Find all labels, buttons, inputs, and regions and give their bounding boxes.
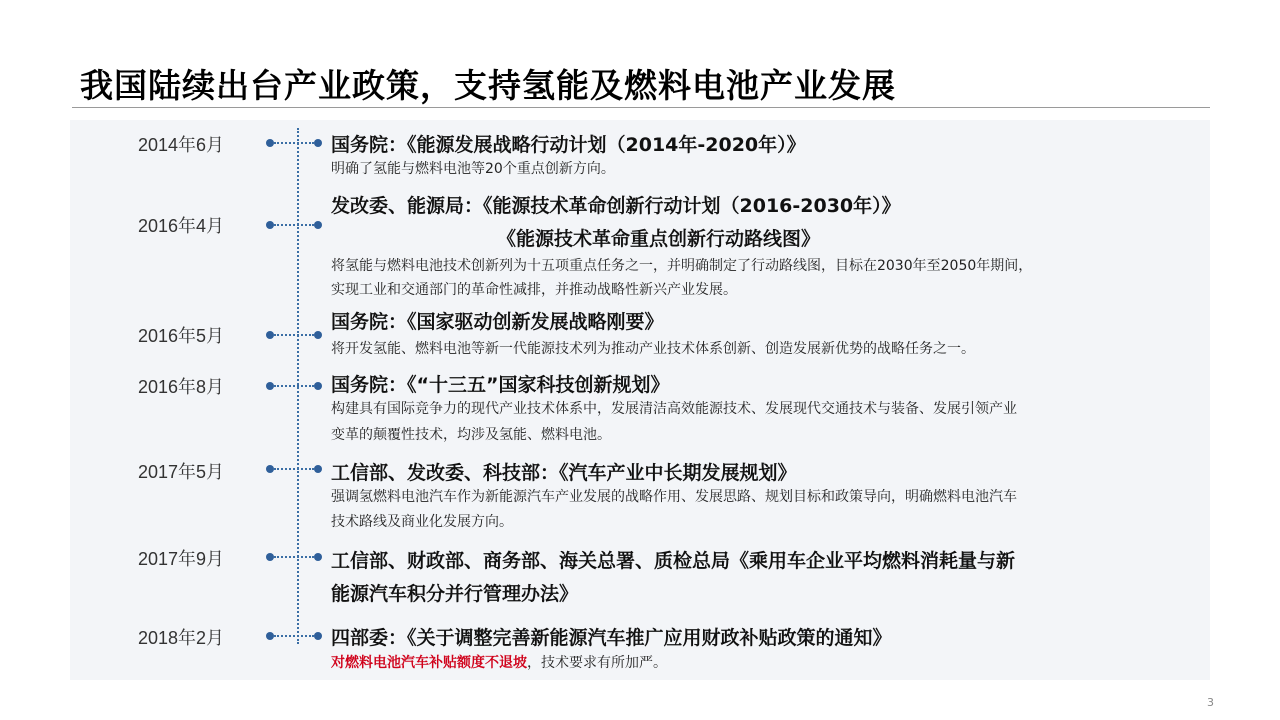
policy-description: 将开发氢能、燃料电池等新一代能源技术列为推动产业技术体系创新、创造发展新优势的战略任务之一。 — [331, 341, 975, 357]
timeline-dot-icon — [314, 465, 322, 473]
policy-title: 工信部、发改委、科技部：《汽车产业中长期发展规划》 — [331, 462, 797, 484]
timeline-connector — [266, 221, 322, 229]
timeline-date: 2017年9月 — [138, 549, 225, 569]
timeline-date: 2016年4月 — [138, 216, 225, 236]
timeline-dot-icon — [314, 632, 322, 640]
timeline-dot-icon — [266, 632, 274, 640]
timeline-dot-icon — [314, 382, 322, 390]
policy-title: 发改委、能源局：《能源技术革命创新行动计划（2016-2030年）》 — [331, 195, 901, 217]
timeline-connector — [266, 553, 322, 561]
timeline-connector — [266, 382, 322, 390]
timeline-dot-icon — [314, 331, 322, 339]
policy-description-continued: 实现工业和交通部门的革命性减排，并推动战略性新兴产业发展。 — [331, 282, 737, 298]
timeline-connector — [266, 331, 322, 339]
timeline-connector — [266, 139, 322, 147]
timeline-dot-icon — [266, 465, 274, 473]
timeline-dot-icon — [266, 221, 274, 229]
page-number: 3 — [1207, 696, 1214, 709]
policy-title: 国务院：《能源发展战略行动计划（2014年-2020年）》 — [331, 134, 806, 156]
title-divider — [72, 107, 1210, 108]
policy-description — [331, 651, 1151, 675]
timeline-date: 2017年5月 — [138, 462, 225, 482]
timeline-date: 2018年2月 — [138, 628, 225, 648]
policy-title: 国务院：《国家驱动创新发展战略刚要》 — [331, 311, 664, 333]
policy-description-continued: 技术路线及商业化发展方向。 — [331, 514, 513, 530]
timeline-date: 2016年5月 — [138, 326, 225, 346]
policy-title: 工信部、财政部、商务部、海关总署、质检总局《乘用车企业平均燃料消耗量与新 — [331, 550, 1016, 572]
timeline-date: 2014年6月 — [138, 135, 225, 155]
timeline-connector — [266, 465, 322, 473]
timeline-dot-icon — [314, 139, 322, 147]
policy-title-continued: 能源汽车积分并行管理办法》 — [331, 583, 579, 605]
policy-description-continued: 变革的颠覆性技术，均涉及氢能、燃料电池。 — [331, 427, 611, 443]
timeline-dot-icon — [314, 221, 322, 229]
policy-description: 将氢能与燃料电池技术创新列为十五项重点任务之一，并明确制定了行动路线图，目标在2030年至2050年期间， — [331, 258, 1033, 274]
slide-title: 我国陆续出台产业政策，支持氢能及燃料电池产业发展 — [80, 66, 896, 105]
timeline-dot-icon — [266, 139, 274, 147]
policy-title-continued: 《能源技术革命重点创新行动路线图》 — [497, 228, 821, 250]
timeline-date: 2016年8月 — [138, 377, 225, 397]
policy-description-text: ，技术要求有所加严。 — [527, 655, 667, 671]
policy-description: 构建具有国际竞争力的现代产业技术体系中，发展清洁高效能源技术、发展现代交通技术与装备、发展引领产业 — [331, 401, 1017, 417]
policy-description: 强调氢燃料电池汽车作为新能源汽车产业发展的战略作用、发展思路、规划目标和政策导向，明确燃料电池汽车 — [331, 489, 1017, 505]
timeline-connector — [266, 632, 322, 640]
timeline-dot-icon — [314, 553, 322, 561]
policy-description: 明确了氢能与燃料电池等20个重点创新方向。 — [331, 161, 615, 177]
policy-highlight: 对燃料电池汽车补贴额度不退坡 — [331, 655, 527, 671]
timeline-dot-icon — [266, 331, 274, 339]
policy-title: 四部委：《关于调整完善新能源汽车推广应用财政补贴政策的通知》 — [331, 627, 892, 649]
policy-title: 国务院：《“十三五”国家科技创新规划》 — [331, 374, 670, 396]
timeline-dot-icon — [266, 553, 274, 561]
timeline-dot-icon — [266, 382, 274, 390]
